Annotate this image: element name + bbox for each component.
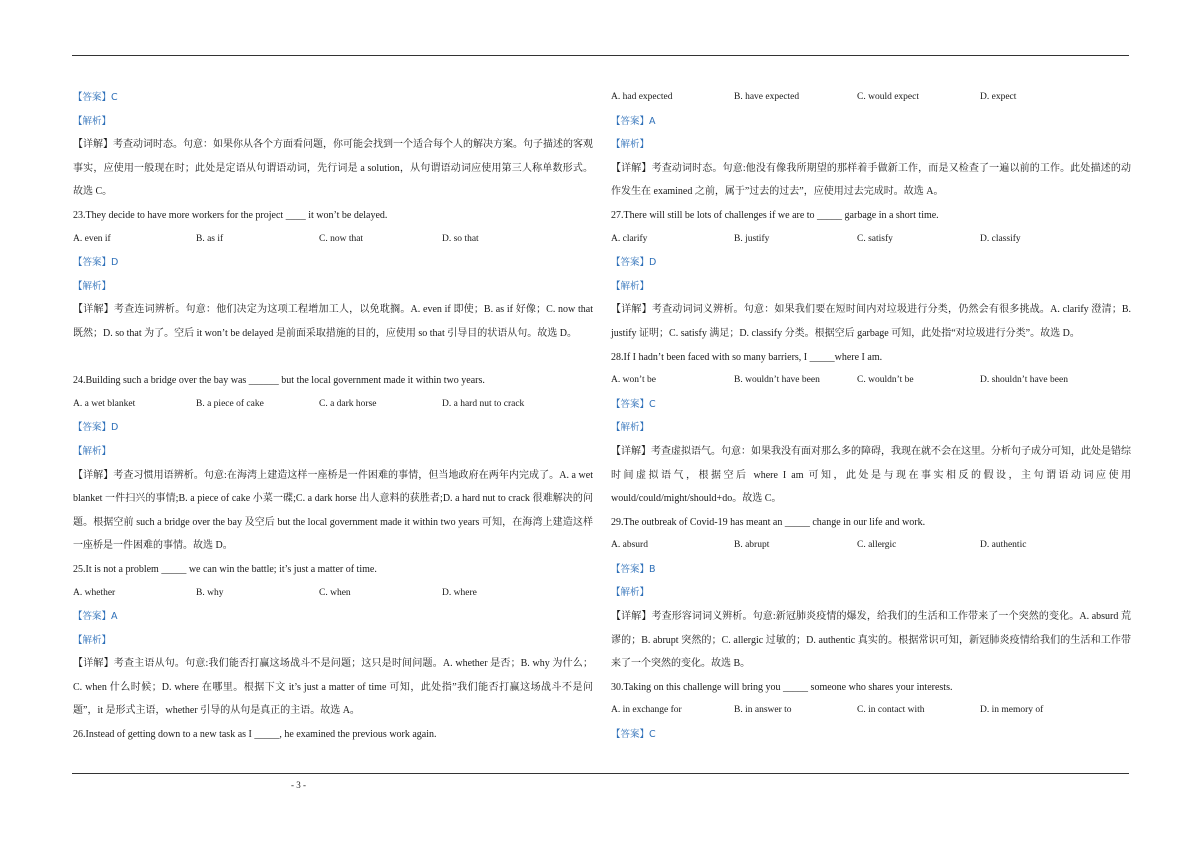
option-a: A. clarify: [611, 233, 648, 244]
question-text: 26.Instead of getting down to a new task as I _____, he examined the previous work again.: [73, 729, 437, 741]
answer-options: [611, 228, 1131, 252]
option-c: C. when: [319, 587, 351, 598]
analysis-label: 【解析】: [611, 139, 650, 151]
explanation-paragraph: 【详解】考查动词时态。句意:他没有像我所期望的那样着手做新工作，而是又检查了一遍以前的工作。此处描述的动作发生在 examined 之前，属于”过去的过去”，应使用过去完成时。故选 A。: [611, 162, 1131, 198]
analysis-label: 【解析】: [73, 634, 112, 646]
answer-label: 【答案】A: [611, 115, 656, 127]
option-a: A. had expected: [611, 92, 673, 102]
option-b: B. as if: [196, 233, 224, 244]
option-a: A. whether: [73, 587, 116, 598]
answer-options: [611, 699, 1131, 723]
right-column: [611, 86, 1131, 747]
answer-label: 【答案】D: [611, 257, 657, 269]
option-c: C. a dark horse: [319, 398, 377, 409]
option-b: B. justify: [734, 233, 770, 244]
option-b: B. wouldn’t have been: [734, 375, 820, 386]
question-text: 27.There will still be lots of challenges if we are to _____ garbage in a short time.: [611, 209, 939, 221]
answer-label: 【答案】C: [611, 398, 656, 410]
answer-options: [611, 534, 1131, 558]
option-d: D. authentic: [980, 540, 1027, 551]
analysis-label: 【解析】: [73, 115, 112, 127]
option-b: B. a piece of cake: [196, 398, 264, 409]
question-text: 28.If I hadn’t been faced with so many barriers, I _____where I am.: [611, 351, 883, 363]
answer-options: [73, 582, 593, 606]
answer-label: 【答案】B: [611, 563, 656, 575]
option-d: D. a hard nut to crack: [442, 398, 525, 409]
option-c: C. now that: [319, 233, 364, 244]
question-text: 29.The outbreak of Covid-19 has meant an _____ change in our life and work.: [611, 516, 926, 528]
answer-options: [73, 393, 593, 417]
option-d: D. where: [442, 587, 477, 598]
option-a: A. a wet blanket: [73, 398, 136, 409]
answer-options: [611, 86, 1131, 110]
explanation-paragraph: 【详解】考查虚拟语气。句意：如果我没有面对那么多的障碍，我现在就不会在这里。分析句子成分可知，此处是错综时间虚拟语气，根据空后 where I am 可知，此处是与现在事实相反的假设，主句谓语动词应使用 would/could/might/should+do。故选 C。: [611, 445, 1131, 505]
option-b: B. in answer to: [734, 705, 792, 716]
answer-options: [73, 228, 593, 252]
option-c: C. satisfy: [857, 233, 893, 244]
question-text: 30.Taking on this challenge will bring you _____ someone who shares your interests.: [611, 681, 953, 693]
explanation-paragraph: 【详解】考查连词辨析。句意：他们决定为这项工程增加工人，以免耽搁。A. even if 即使；B. as if 好像；C. now that 既然；D. so that 为了。空后 it won’t be delayed 是前面采取措施的目的，应使用 so that 引导目的状语从句。故选 D。: [73, 304, 593, 339]
answer-label: 【答案】C: [73, 92, 118, 103]
explanation-paragraph: 【详解】考查形容词词义辨析。句意:新冠肺炎疫情的爆发，给我们的生活和工作带来了一个突然的变化。A. absurd 荒谬的；B. abrupt 突然的；C. allergic 过敏的；D. authentic 真实的。根据常识可知，新冠肺炎疫情给我们的生活和工作带来了一个突然的变化。故选 B。: [611, 611, 1131, 670]
option-c: C. would expect: [857, 92, 920, 102]
option-d: D. so that: [442, 233, 479, 244]
option-b: B. abrupt: [734, 540, 770, 551]
question-text: 25.It is not a problem _____ we can win the battle; it’s just a matter of time.: [73, 563, 377, 575]
answer-label: 【答案】A: [73, 611, 118, 623]
question-text: 23.They decide to have more workers for the project ____ it won’t be delayed.: [73, 209, 388, 221]
answer-label: 【答案】D: [73, 257, 119, 269]
explanation-paragraph: 【详解】考查主语从句。句意:我们能否打赢这场战斗不是问题；这只是时间问题。A. whether 是否；B. why 为什么；C. when 什么时候；D. where 在哪里。根据下文 it’s just a matter of time 可知，此处指”我们能否打赢这场战斗不是问题”，it 是形式主语，whether 引导的从句是真正的主语。故选 A。: [73, 658, 593, 717]
footer-rule: [72, 773, 1129, 774]
answer-label: 【答案】D: [73, 422, 119, 434]
explanation-paragraph: 【详解】考查动词词义辨析。句意：如果我们要在短时间内对垃圾进行分类，仍然会有很多挑战。A. clarify 澄清；B. justify 证明；C. satisfy 满足；D. classify 分类。根据空后 garbage 可知，此处指“对垃圾进行分类”。故选 D。: [611, 304, 1131, 339]
option-c: C. wouldn’t be: [857, 375, 914, 386]
explanation-paragraph: 【详解】考查习惯用语辨析。句意:在海湾上建造这样一座桥是一件困难的事情，但当地政府在两年内完成了。A. a wet blanket 一件扫兴的事情;B. a piece of cake 小菜一碟;C. a dark horse 出人意料的获胜者;D. a hard nut to crack 很难解决的问题。根据空前 such a bridge over the bay 及空后 but the local government made it within two years 可知，在海湾上建造这样一座桥是一件困难的事情。故选 D。: [73, 469, 593, 552]
option-a: A. even if: [73, 233, 111, 244]
analysis-label: 【解析】: [73, 280, 112, 292]
option-a: A. in exchange for: [611, 705, 682, 716]
analysis-label: 【解析】: [611, 280, 650, 292]
option-d: D. expect: [980, 92, 1017, 102]
option-c: C. in contact with: [857, 705, 925, 716]
analysis-label: 【解析】: [611, 422, 650, 434]
question-text: 24.Building such a bridge over the bay was ______ but the local government made it within two years.: [73, 375, 485, 387]
explanation-paragraph: 【详解】考查动词时态。句意：如果你从各个方面看问题，你可能会找到一个适合每个人的解决方案。句子描述的客观事实，应使用一般现在时；此处是定语从句谓语动词，先行词是 a solution，从句谓语动词应使用第三人称单数形式。故选 C。: [73, 139, 593, 198]
option-a: A. absurd: [611, 540, 648, 551]
option-b: B. have expected: [734, 92, 800, 102]
page-number: - 3 -: [291, 780, 306, 790]
option-d: D. in memory of: [980, 705, 1044, 716]
option-c: C. allergic: [857, 540, 897, 551]
analysis-label: 【解析】: [73, 445, 112, 457]
option-d: D. shouldn’t have been: [980, 375, 1068, 386]
header-rule: [72, 55, 1129, 56]
option-a: A. won’t be: [611, 375, 656, 386]
option-d: D. classify: [980, 233, 1021, 244]
answer-label: 【答案】C: [611, 729, 656, 741]
answer-options: [611, 369, 1131, 393]
left-column: [73, 86, 593, 747]
analysis-label: 【解析】: [611, 587, 650, 599]
option-b: B. why: [196, 587, 224, 598]
